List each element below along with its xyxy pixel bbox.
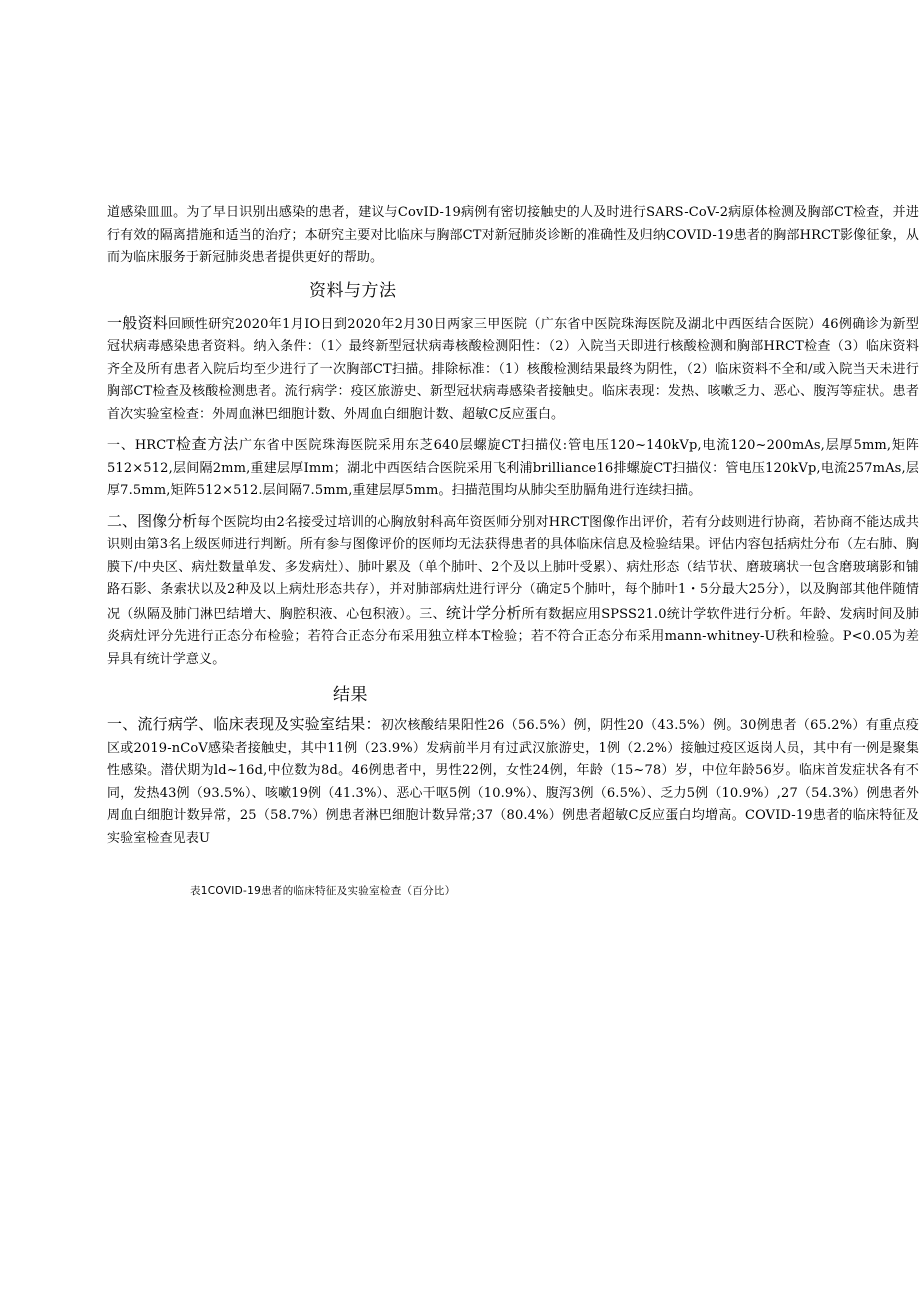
intro-text: 道感染皿皿。为了早日识别出感染的患者，建议与CovID-19病例有密切接触史的人及时进行SARS-CoV-2病原体检测及胸部CT检查，并进行有效的隔离措施和适当的治疗；本研究主要对比临床与胸部CT对新冠肺炎诊断的准确性及归纳COVID-19患者的胸部HRCT影像征象，从而为临床服务于新冠肺炎患者提供更好的帮助。 — [107, 205, 919, 265]
results-heading: 结果 — [333, 685, 368, 705]
hrct-method-text: 广东省中医院珠海医院采用东芝640层螺旋CT扫描仪:管电压120~140kVp,电流120~200mAs,层厚5mm,矩阵512×512,层间隔2mm,重建层厚Imm；湖北中西医结合医院采用飞利浦brilliance16排螺旋CT扫描仪：管电压120kVp,电流257mAs,层厚7.5mm,矩阵512×512.层间隔7.5mm,重建层厚5mm。扫描范围均从肺尖至肋膈角进行连续扫描。 — [107, 438, 919, 498]
general-info-paragraph — [107, 312, 919, 427]
epidemiology-lead: 一、流行病学、临床表现及实验室结果： — [107, 715, 381, 733]
image-analysis-lead: 二、图像分析 — [107, 511, 198, 530]
image-analysis-text: 每个医院均由2名接受过培训的心胸放射科高年资医师分别对HRCT图像作出评价，若有分歧则进行协商，若协商不能达成共识则由第3名上级医师进行判断。所有参与图像评价的医师均无法获得患者的具体临床信息及检验结果。评估内容包括病灶分布（左右肺、胸膜下/中央区、病灶数量单发、多发病灶）、肺叶累及（单个肺叶、2个及以上肺叶受累）、病灶形态（结节状、磨玻璃状一包含磨玻璃影和铺路石影、条索状以及2种及以上病灶形态共存），并对肺部病灶进行评分（确定5个肺叶，每个肺叶1・5分最大25分），以及胸部其他伴随情况（纵隔及肺门淋巴结增大、胸腔积液、心包积液）。三、 — [107, 514, 919, 622]
general-info-text: 回顾性研究2020年1月IO日到2020年2月30日两家三甲医院（广东省中医院珠海医院及湖北中西医结合医院）46例确诊为新型冠状病毒感染患者资料。纳入条件：（1〉最终新型冠状病毒核酸检测阳性：（2）入院当天即进行核酸检测和胸部HRCT检查（3）临床资料齐全及所有患者入院后均至少进行了一次胸部CT扫描。排除标准：（1）核酸检测结果最终为阴性，（2）临床资料不全和/或入院当天未进行胸部CT检查及核酸检测患者。流行病学：疫区旅游史、新型冠状病毒感染者接触史。临床表现：发热、咳嗽乏力、恶心、腹泻等症状。患者首次实验室检查：外周血淋巴细胞计数、外周血白细胞计数、超敏C反应蛋白。 — [107, 316, 919, 422]
epidemiology-text: 初次核酸结果阳性26（56.5%）例，阴性20（43.5%）例。30例患者（65.2%）有重点疫区或2019-nCoV感染者接触史，其中11例（23.9%）发病前半月有过武汉旅游史，1例（2.2%）接触过疫区返岗人员，其中有一例是聚集性感染。潜伏期为ld~16d,中位数为8d。46例患者中，男性22例，女性24例，年龄（15~78）岁，中位年龄56岁。临床首发症状各有不同，发热43例（93.5%）、咳嗽19例（41.3%）、恶心干呕5例（10.9%）、腹泻3例（6.5%）、乏力5例（10.9%）,27（54.3%）例患者外周血白细胞计数异常，25（58.7%）例患者淋巴细胞计数异常;37（80.4%）例患者超敏C反应蛋白均增高。COVID-19患者的临床特征及实验室检查见表U — [107, 718, 919, 846]
general-info-lead: 一般资料 — [107, 313, 168, 332]
statistics-text: 所有数据应用SPSS21.0统计学软件进行分析。年龄、发病时间及肺炎病灶评分先进行正态分布检验；若符合正态分布采用独立样本T检验；若不符合正态分布采用mann-whitney-U秩和检验。P<0.05为差异具有统计学意义。 — [107, 606, 919, 667]
epidemiology-paragraph — [107, 713, 919, 850]
table-caption: 表1COVID-19患者的临床特征及实验室检查（百分比） — [190, 885, 456, 897]
hrct-method-prefix: 一、HRCT — [107, 438, 176, 453]
statistics-lead: 统计学分析 — [445, 603, 522, 622]
image-analysis-paragraph — [107, 510, 919, 672]
paper-page — [107, 202, 919, 899]
hrct-method-lead: 检查方法 — [175, 435, 239, 453]
intro-paragraph — [107, 202, 919, 270]
hrct-method-paragraph — [107, 433, 919, 503]
methods-heading: 资料与方法 — [309, 280, 397, 301]
